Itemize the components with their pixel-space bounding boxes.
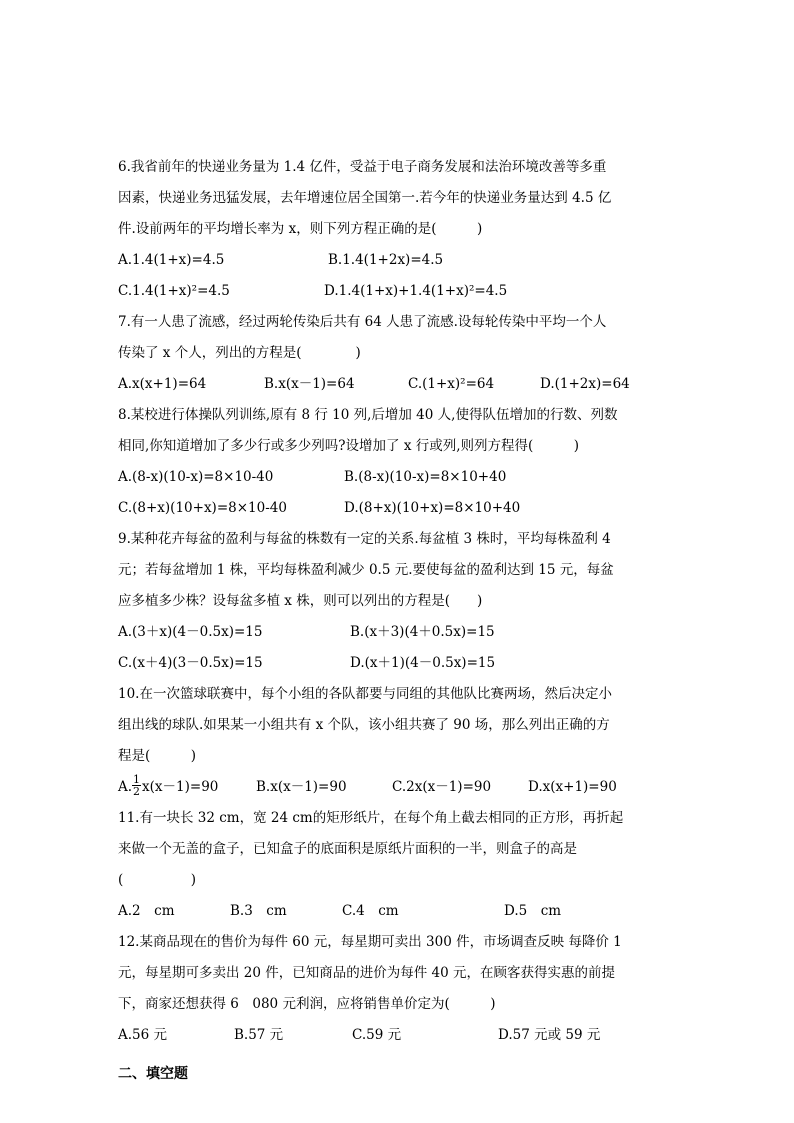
option-c: C.1.4(1+x)²=4.5	[118, 283, 230, 299]
option-a: A.(3＋x)(4－0.5x)=15	[118, 624, 263, 640]
option-a	[118, 772, 218, 803]
option-a: A.2 cm	[118, 903, 175, 919]
option-c: C.(8+x)(10+x)=8×10-40	[118, 500, 287, 516]
option-a: A.1.4(1+x)=4.5	[118, 252, 225, 268]
option-b: B.(8-x)(10-x)=8×10+40	[344, 469, 507, 485]
option-row	[118, 462, 678, 493]
option-row	[118, 1020, 678, 1051]
option-c: C.4 cm	[342, 903, 399, 919]
fraction-numerator: 1	[133, 773, 141, 786]
option-c: C.59 元	[352, 1027, 402, 1043]
option-a: A.x(x+1)=64	[118, 376, 207, 392]
option-d: D.(1+2x)=64	[540, 376, 630, 392]
option-row	[118, 896, 678, 927]
question-text-line: 因素，快递业务迅猛发展，去年增速位居全国第一.若今年的快递业务量达到 4.5 亿	[118, 190, 612, 206]
question-list	[118, 152, 678, 1090]
question-6	[118, 152, 678, 307]
option-b: B.3 cm	[230, 903, 287, 919]
option-b: B.(x＋3)(4＋0.5x)=15	[350, 624, 495, 640]
option-d: D.1.4(1+x)+1.4(1+x)²=4.5	[324, 283, 508, 299]
question-8	[118, 400, 678, 524]
option-row	[118, 617, 678, 648]
question-text-line: 传染了 x 个人，列出的方程是( )	[118, 345, 361, 361]
option-a: A.56 元	[118, 1027, 168, 1043]
option-b: B.57 元	[234, 1027, 284, 1043]
option-c: C.2x(x－1)=90	[392, 779, 492, 795]
option-b: B.1.4(1+2x)=4.5	[328, 252, 444, 268]
question-text-line: 9.某种花卉每盆的盈利与每盆的株数有一定的关系.每盆植 3 株时，平均每株盈利 4	[118, 531, 611, 547]
question-text-line: ( )	[118, 872, 197, 888]
option-d: D.57 元或 59 元	[498, 1027, 601, 1043]
fraction	[132, 774, 141, 797]
question-7	[118, 307, 678, 400]
question-text-line: 8.某校进行体操队列训练,原有 8 行 10 列,后增加 40 人,使得队伍增加的行数、列数	[118, 407, 618, 423]
option-row	[118, 245, 678, 276]
question-10	[118, 679, 678, 803]
option-d: D.x(x+1)=90	[528, 779, 617, 795]
option-a: A.(8-x)(10-x)=8×10-40	[118, 469, 274, 485]
question-text-line: 来做一个无盖的盒子，已知盒子的底面积是原纸片面积的一半，则盒子的高是	[118, 841, 577, 857]
option-d: D.5 cm	[504, 903, 562, 919]
option-prefix: A.	[118, 779, 133, 795]
question-9	[118, 524, 678, 679]
option-row	[118, 493, 678, 524]
question-text-line: 相同,你知道增加了多少行或多少列吗?设增加了 x 行或列,则列方程得( )	[118, 438, 580, 454]
option-d: D.(8+x)(10+x)=8×10+40	[344, 500, 521, 516]
option-c: C.(x＋4)(3－0.5x)=15	[118, 655, 263, 671]
question-text-line: 程是( )	[118, 748, 197, 764]
question-text-line: 12.某商品现在的售价为每件 60 元，每星期可卖出 300 件，市场调查反映 每降价 1	[118, 934, 622, 950]
section-title: 二、填空题	[118, 1066, 188, 1082]
option-row	[118, 772, 678, 803]
question-text-line: 应多植多少株？设每盆多植 x 株，则可以列出的方程是( )	[118, 593, 483, 609]
option-expression: x(x－1)=90	[142, 779, 219, 795]
option-row	[118, 369, 678, 400]
option-b: B.x(x－1)=90	[256, 779, 347, 795]
question-12	[118, 927, 678, 1051]
option-row	[118, 276, 678, 307]
question-text-line: 6.我省前年的快递业务量为 1.4 亿件，受益于电子商务发展和法治环境改善等多重	[118, 159, 607, 175]
option-d: D.(x＋1)(4－0.5x)=15	[350, 655, 496, 671]
question-text-line: 元，每星期可多卖出 20 件，已知商品的进价为每件 40 元，在顾客获得实惠的前提	[118, 965, 616, 981]
question-text-line: 11.有一块长 32 cm，宽 24 cm的矩形纸片，在每个角上截去相同的正方形，再折起	[118, 810, 624, 826]
question-text-line: 件.设前两年的平均增长率为 x，则下列方程正确的是( )	[118, 221, 483, 237]
question-text-line: 10.在一次篮球联赛中，每个小组的各队都要与同组的其他队比赛两场，然后决定小	[118, 686, 612, 702]
option-row	[118, 648, 678, 679]
option-b: B.x(x－1)=64	[264, 376, 355, 392]
question-text-line: 元；若每盆增加 1 株，平均每株盈利减少 0.5 元.要使每盆的盈利达到 15 元，每盆	[118, 562, 614, 578]
question-text-line: 下，商家还想获得 6 080 元利润，应将销售单价定为( )	[118, 996, 496, 1012]
fraction-denominator: 2	[133, 785, 141, 798]
question-text-line: 7.有一人患了流感，经过两轮传染后共有 64 人患了流感.设每轮传染中平均一个人	[118, 314, 607, 330]
question-11	[118, 803, 678, 927]
question-text-line: 组出线的球队.如果某一小组共有 x 个队，该小组共赛了 90 场，那么列出正确的方	[118, 717, 610, 733]
option-c: C.(1+x)²=64	[408, 376, 495, 392]
